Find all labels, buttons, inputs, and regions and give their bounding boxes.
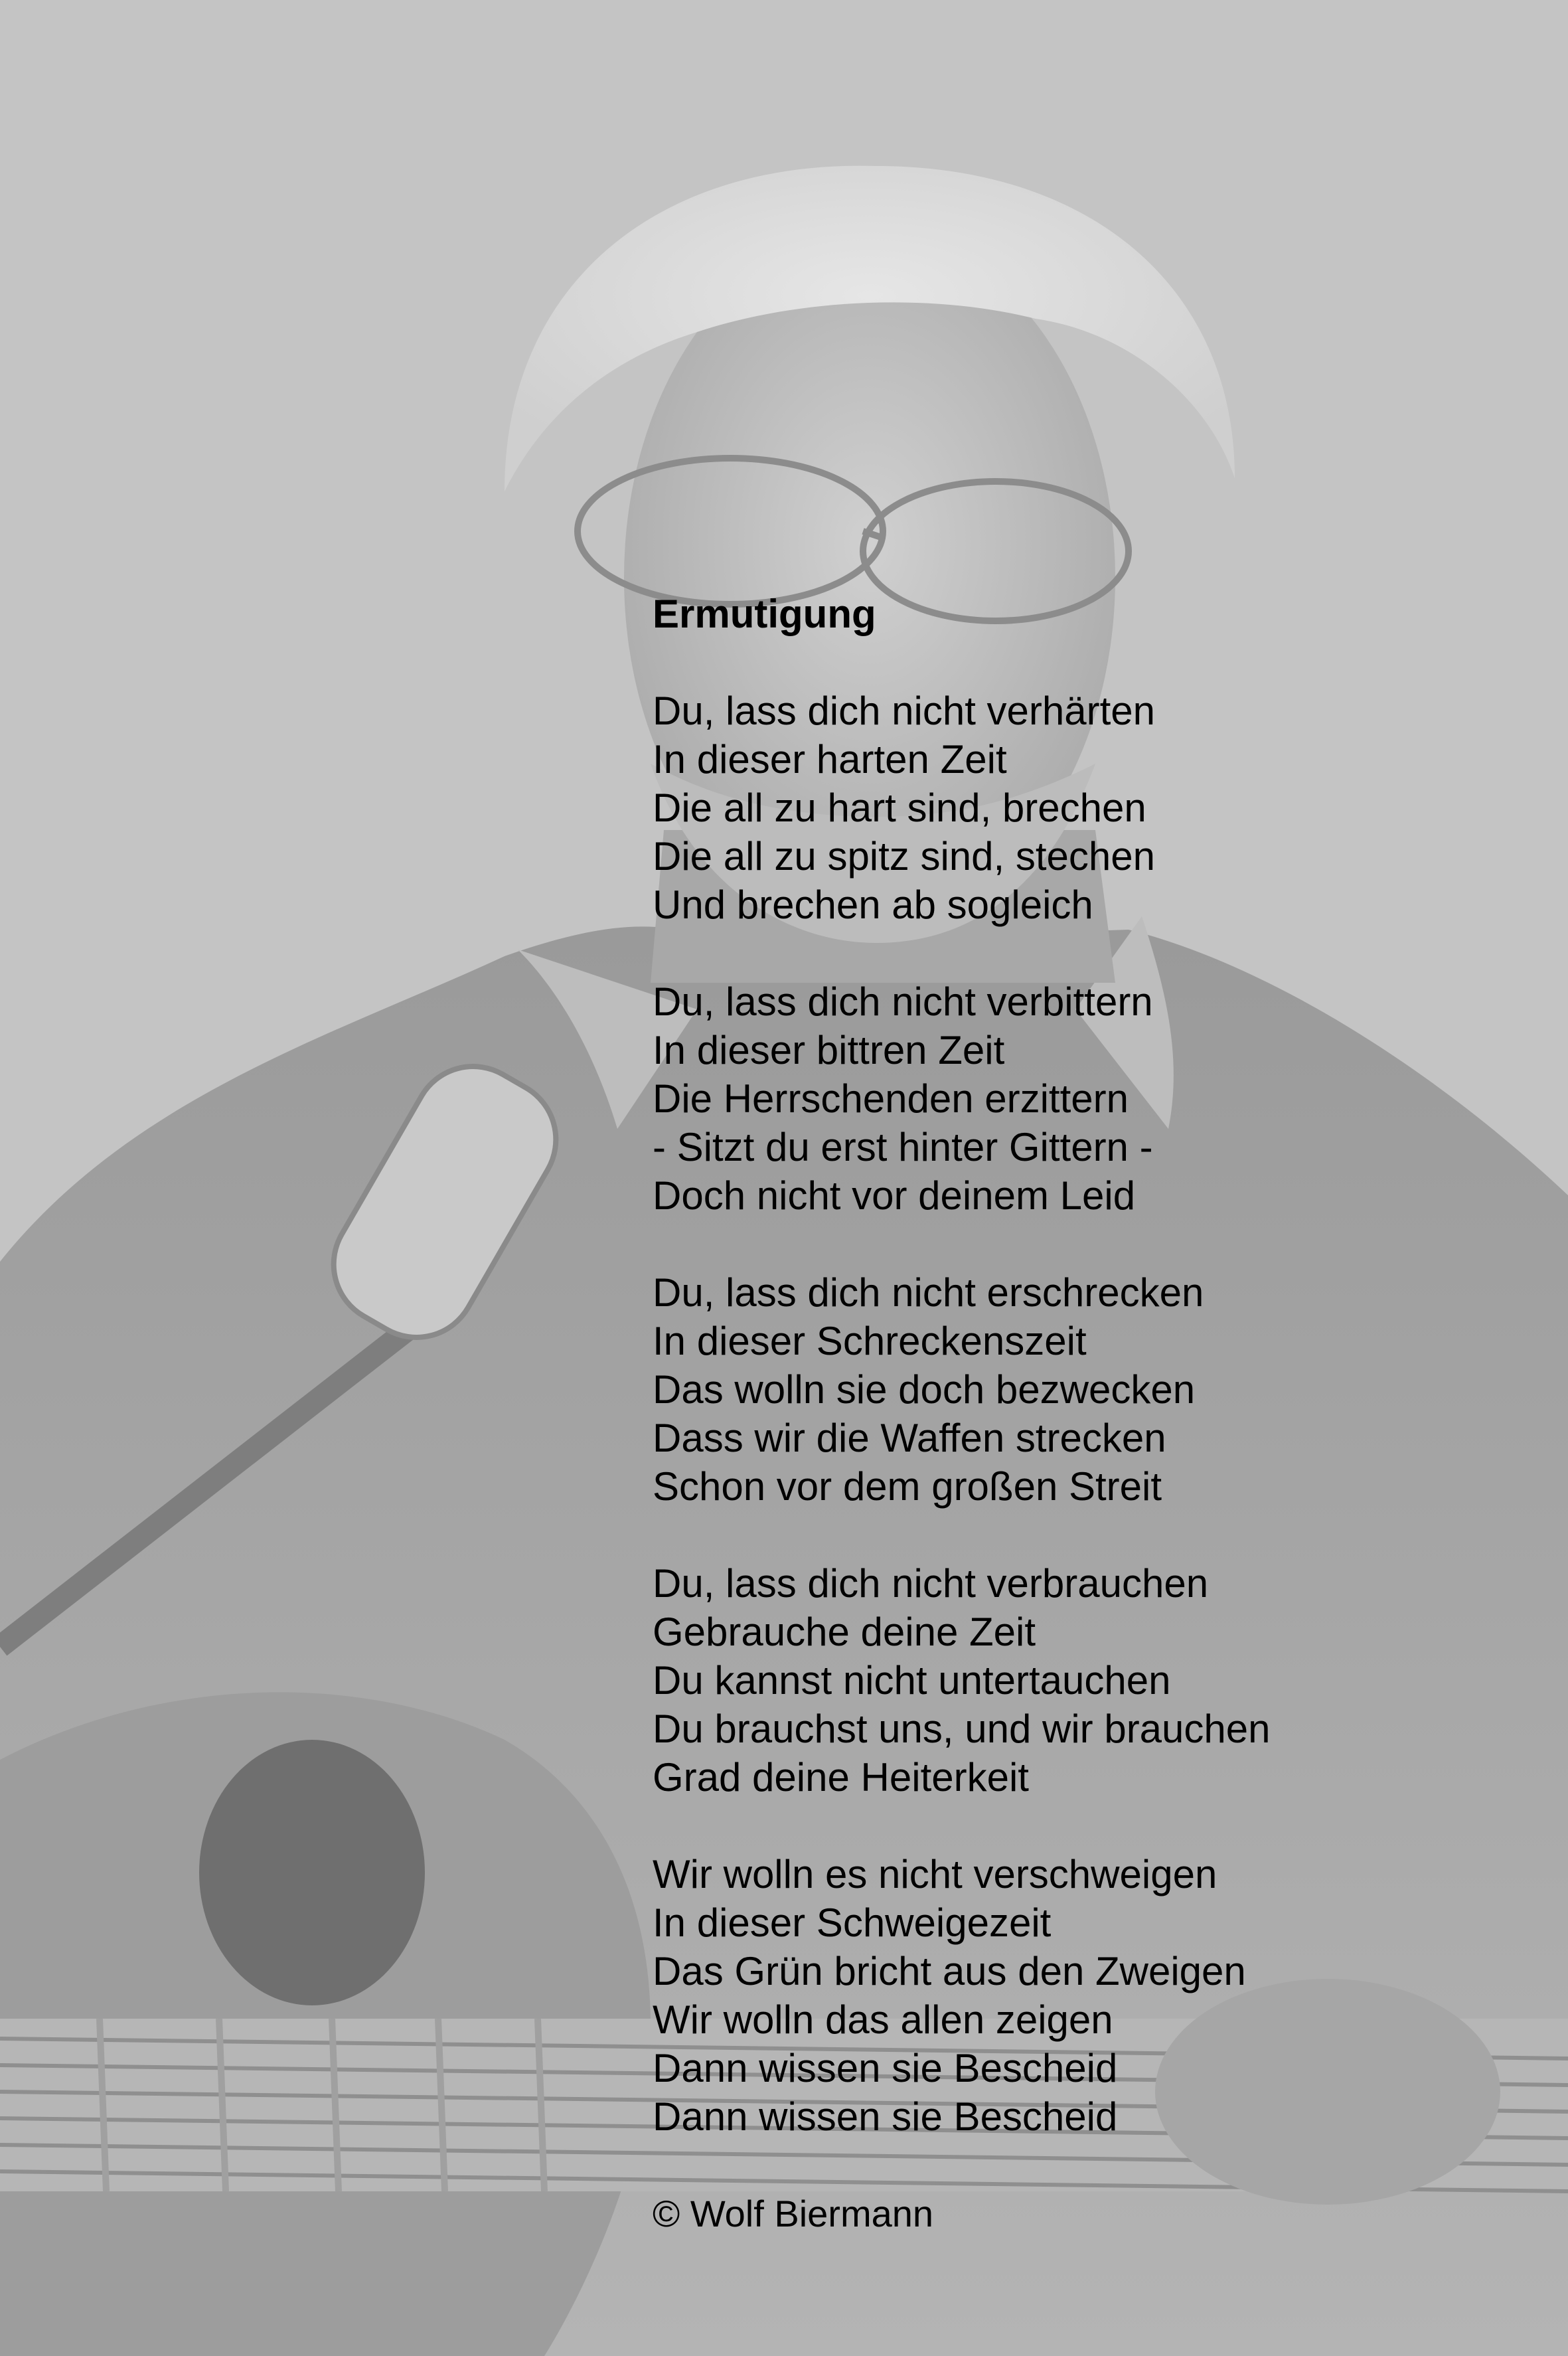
poem-line: In dieser Schreckenszeit <box>653 1319 1087 1363</box>
poem-line: In dieser bittren Zeit <box>653 1028 1005 1072</box>
poem-line: Dann wissen sie Bescheid <box>653 2046 1118 2090</box>
poem-line: In dieser Schweigezeit <box>653 1900 1052 1945</box>
poem-line: Du kannst nicht untertauchen <box>653 1658 1171 1703</box>
stanza-4 <box>653 1559 1516 1802</box>
poem-line: Die Herrschenden erzittern <box>653 1076 1129 1121</box>
poem-line: Du brauchst uns, und wir brauchen <box>653 1707 1271 1751</box>
poem-title: Ermutigung <box>653 592 876 636</box>
poem-line: Die all zu hart sind, brechen <box>653 786 1146 830</box>
poem-line: Du, lass dich nicht verhärten <box>653 689 1156 733</box>
poem-line: Du, lass dich nicht verbittern <box>653 979 1153 1024</box>
poem-line: Doch nicht vor deinem Leid <box>653 1173 1136 1218</box>
stanza-1 <box>653 687 1516 929</box>
poem-line: Wir wolln es nicht verschweigen <box>653 1852 1217 1896</box>
poem-line: Schon vor dem großen Streit <box>653 1464 1162 1509</box>
poem-line: In dieser harten Zeit <box>653 737 1007 782</box>
copyright-notice: © Wolf Biermann <box>653 2193 934 2234</box>
poem <box>653 590 1516 2238</box>
stanza-5 <box>653 1850 1516 2141</box>
stanza-2 <box>653 977 1516 1220</box>
poem-line: Gebrauche deine Zeit <box>653 1610 1036 1654</box>
guitar-soundhole <box>199 1740 425 2005</box>
poem-line: Die all zu spitz sind, stechen <box>653 834 1156 879</box>
poem-line: Das wolln sie doch bezwecken <box>653 1367 1196 1412</box>
poem-line: Du, lass dich nicht erschrecken <box>653 1270 1204 1315</box>
poem-line: Dann wissen sie Bescheid <box>653 2094 1118 2139</box>
poem-line: - Sitzt du erst hinter Gittern - <box>653 1125 1153 1169</box>
poem-line: Du, lass dich nicht verbrauchen <box>653 1561 1209 1606</box>
stanza-3 <box>653 1268 1516 1511</box>
poem-line: Dass wir die Waffen strecken <box>653 1416 1166 1460</box>
poem-line: Und brechen ab sogleich <box>653 883 1093 927</box>
poem-line: Grad deine Heiterkeit <box>653 1755 1029 1800</box>
poem-line: Wir wolln das allen zeigen <box>653 1997 1113 2042</box>
poem-line: Das Grün bricht aus den Zweigen <box>653 1949 1246 1993</box>
